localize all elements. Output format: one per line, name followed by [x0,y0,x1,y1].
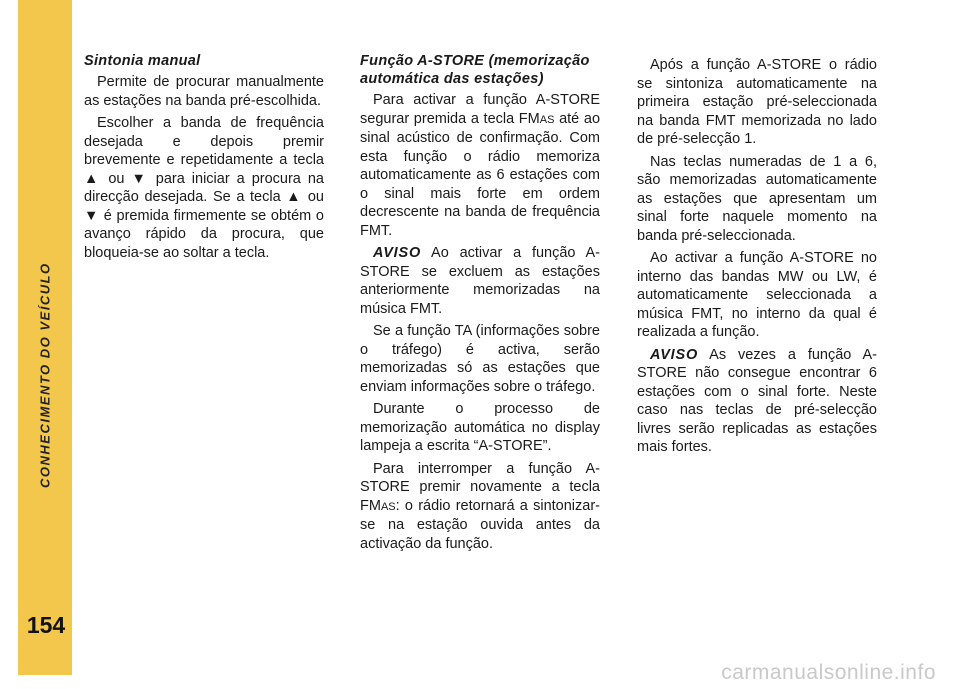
paragraph: Escolher a banda de frequência desejada e depois premir brevemente e repetidamente a tecla ▲ ou ▼ para iniciar a procura na direcção desejada. Se a tecla ▲ ou ▼ é premida firmemente se obtém o avanço rápido da procura, que bloqueia-se ao soltar a tecla. [84,115,324,261]
paragraph: Após a função A-STORE o rádio se sintoniza automaticamente na primeira estação pré-seleccionada na banda FMT memorizada no lado de pré-selecção 1. [637,57,877,147]
paragraph: Para interromper a função A-STORE premir novamente a tecla FMAS: o rádio retornará a sintonizar-se na estação ouvida antes da activação da função. [360,460,600,552]
paragraph: Permite de procurar manualmente as estações na banda pré-escolhida. [84,74,324,109]
paragraph: Se a função TA (informações sobre o tráfego) é activa, serão memorizadas só as estações que enviam informações sobre o tráfego. [360,323,600,395]
paragraph: Nas teclas numeradas de 1 a 6, são memorizadas automaticamente as estações que apresentam um sinal forte naquele momento na banda pré-seleccionada. [637,153,877,244]
section-title: CONHECIMENTO DO VEÍCULO [37,262,53,488]
heading-manual-tuning: Sintonia manual [84,53,201,69]
paragraph: Durante o processo de memorização automática no display lampeja a escrita “A-STORE”. [360,401,600,454]
column-3 [637,56,877,461]
watermark-text: carmanualsonline.info [721,661,936,684]
column-1 [84,52,324,266]
warning-paragraph: AVISO Ao activar a função A-STORE se excluem as estações anteriormente memorizadas na música FMT. [360,245,600,317]
warning-label: AVISO [650,346,699,363]
warning-paragraph: AVISO As vezes a função A-STORE não consegue encontrar 6 estações com o sinal forte. Neste caso nas teclas de pré-selecção livres serão replicadas as estações mais fortes. [637,346,877,455]
heading-a-store: Função A-STORE (memorização automática das estações) [360,53,590,87]
page-number: 154 [26,612,66,638]
paragraph: Ao activar a função A-STORE no interno das bandas MW ou LW, é automaticamente seleccionada a música FMT, no interno da qual é realizada a função. [637,250,877,340]
paragraph: Para activar a função A-STORE segurar premida a tecla FMAS até ao sinal acústico de confirmação. Com esta função o rádio memoriza automaticamente as 6 estações com o sinal mais forte em ordem decrescente na banda de frequência FMT. [360,92,601,239]
warning-label: AVISO [373,245,422,261]
column-2 [360,52,600,557]
